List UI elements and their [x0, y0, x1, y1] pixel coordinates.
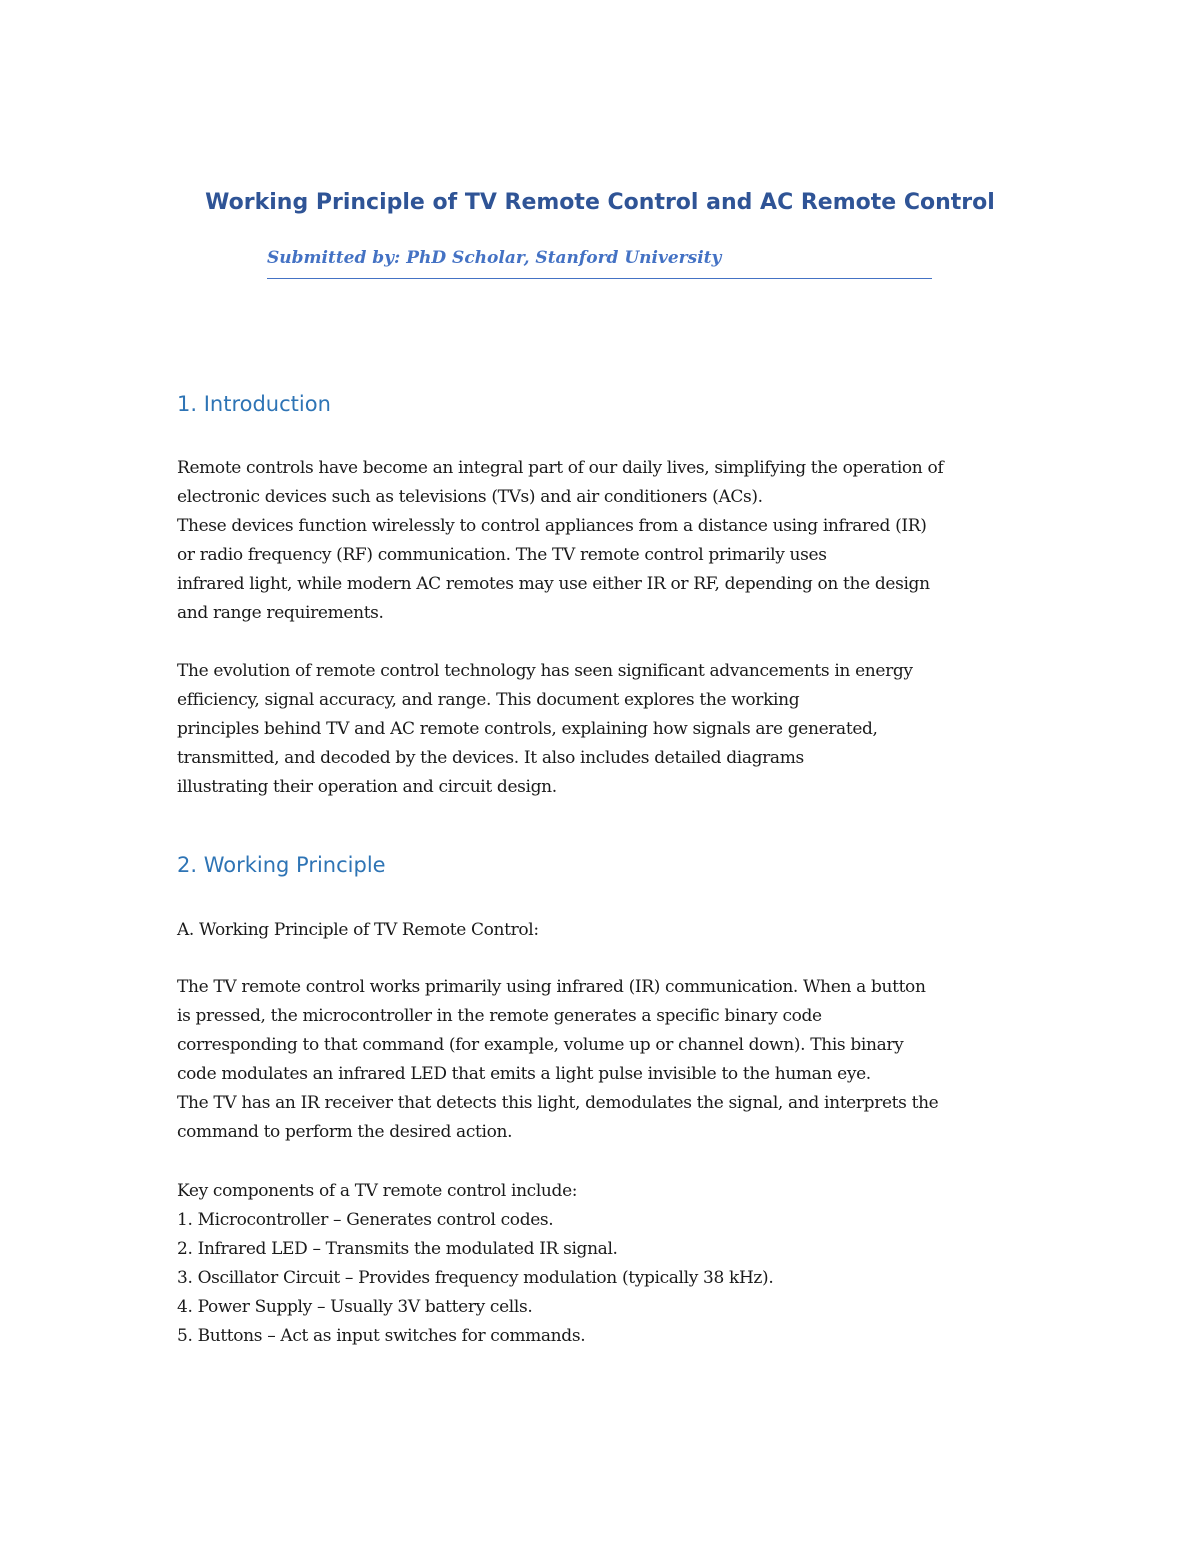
text-line: command to perform the desired action. [177, 1122, 513, 1142]
section-heading-working-principle: 2. Working Principle [177, 853, 386, 877]
text-line: code modulates an infrared LED that emits a light pulse invisible to the human eye. [177, 1064, 871, 1084]
introduction-paragraph-1 [177, 454, 943, 628]
text-line: Remote controls have become an integral part of our daily lives, simplifying the operation of [177, 458, 944, 478]
text-line: is pressed, the microcontroller in the remote generates a specific binary code [177, 1006, 822, 1026]
components-list [177, 1177, 773, 1351]
text-line: The TV has an IR receiver that detects this light, demodulates the signal, and interprets the [177, 1093, 939, 1113]
working-principle-paragraph-1 [177, 973, 938, 1147]
text-line: infrared light, while modern AC remotes may use either IR or RF, depending on the design [177, 574, 930, 594]
list-item: 2. Infrared LED – Transmits the modulated IR signal. [177, 1239, 618, 1259]
list-item: 4. Power Supply – Usually 3V battery cells. [177, 1297, 533, 1317]
text-line: or radio frequency (RF) communication. The TV remote control primarily uses [177, 545, 827, 565]
introduction-paragraph-2 [177, 657, 913, 802]
document-title: Working Principle of TV Remote Control and AC Remote Control [205, 190, 995, 215]
list-item: 5. Buttons – Act as input switches for commands. [177, 1326, 586, 1346]
text-line: and range requirements. [177, 603, 384, 623]
text-line: electronic devices such as televisions (TVs) and air conditioners (ACs). [177, 487, 763, 507]
text-line: efficiency, signal accuracy, and range. This document explores the working [177, 690, 800, 710]
text-line: corresponding to that command (for example, volume up or channel down). This binary [177, 1035, 904, 1055]
text-line: principles behind TV and AC remote controls, explaining how signals are generated, [177, 719, 878, 739]
list-item: 1. Microcontroller – Generates control codes. [177, 1210, 554, 1230]
text-line: The evolution of remote control technology has seen significant advancements in energy [177, 661, 913, 681]
text-line: The TV remote control works primarily using infrared (IR) communication. When a button [177, 977, 926, 997]
components-intro: Key components of a TV remote control include: [177, 1181, 578, 1201]
document-subtitle: Submitted by: PhD Scholar, Stanford University [267, 248, 932, 279]
text-line: illustrating their operation and circuit design. [177, 777, 557, 797]
subheading-tv-remote: A. Working Principle of TV Remote Control: [177, 920, 539, 940]
text-line: transmitted, and decoded by the devices. It also includes detailed diagrams [177, 748, 804, 768]
text-line: These devices function wirelessly to control appliances from a distance using infrared (IR) [177, 516, 927, 536]
list-item: 3. Oscillator Circuit – Provides frequency modulation (typically 38 kHz). [177, 1268, 774, 1288]
section-heading-introduction: 1. Introduction [177, 392, 331, 416]
